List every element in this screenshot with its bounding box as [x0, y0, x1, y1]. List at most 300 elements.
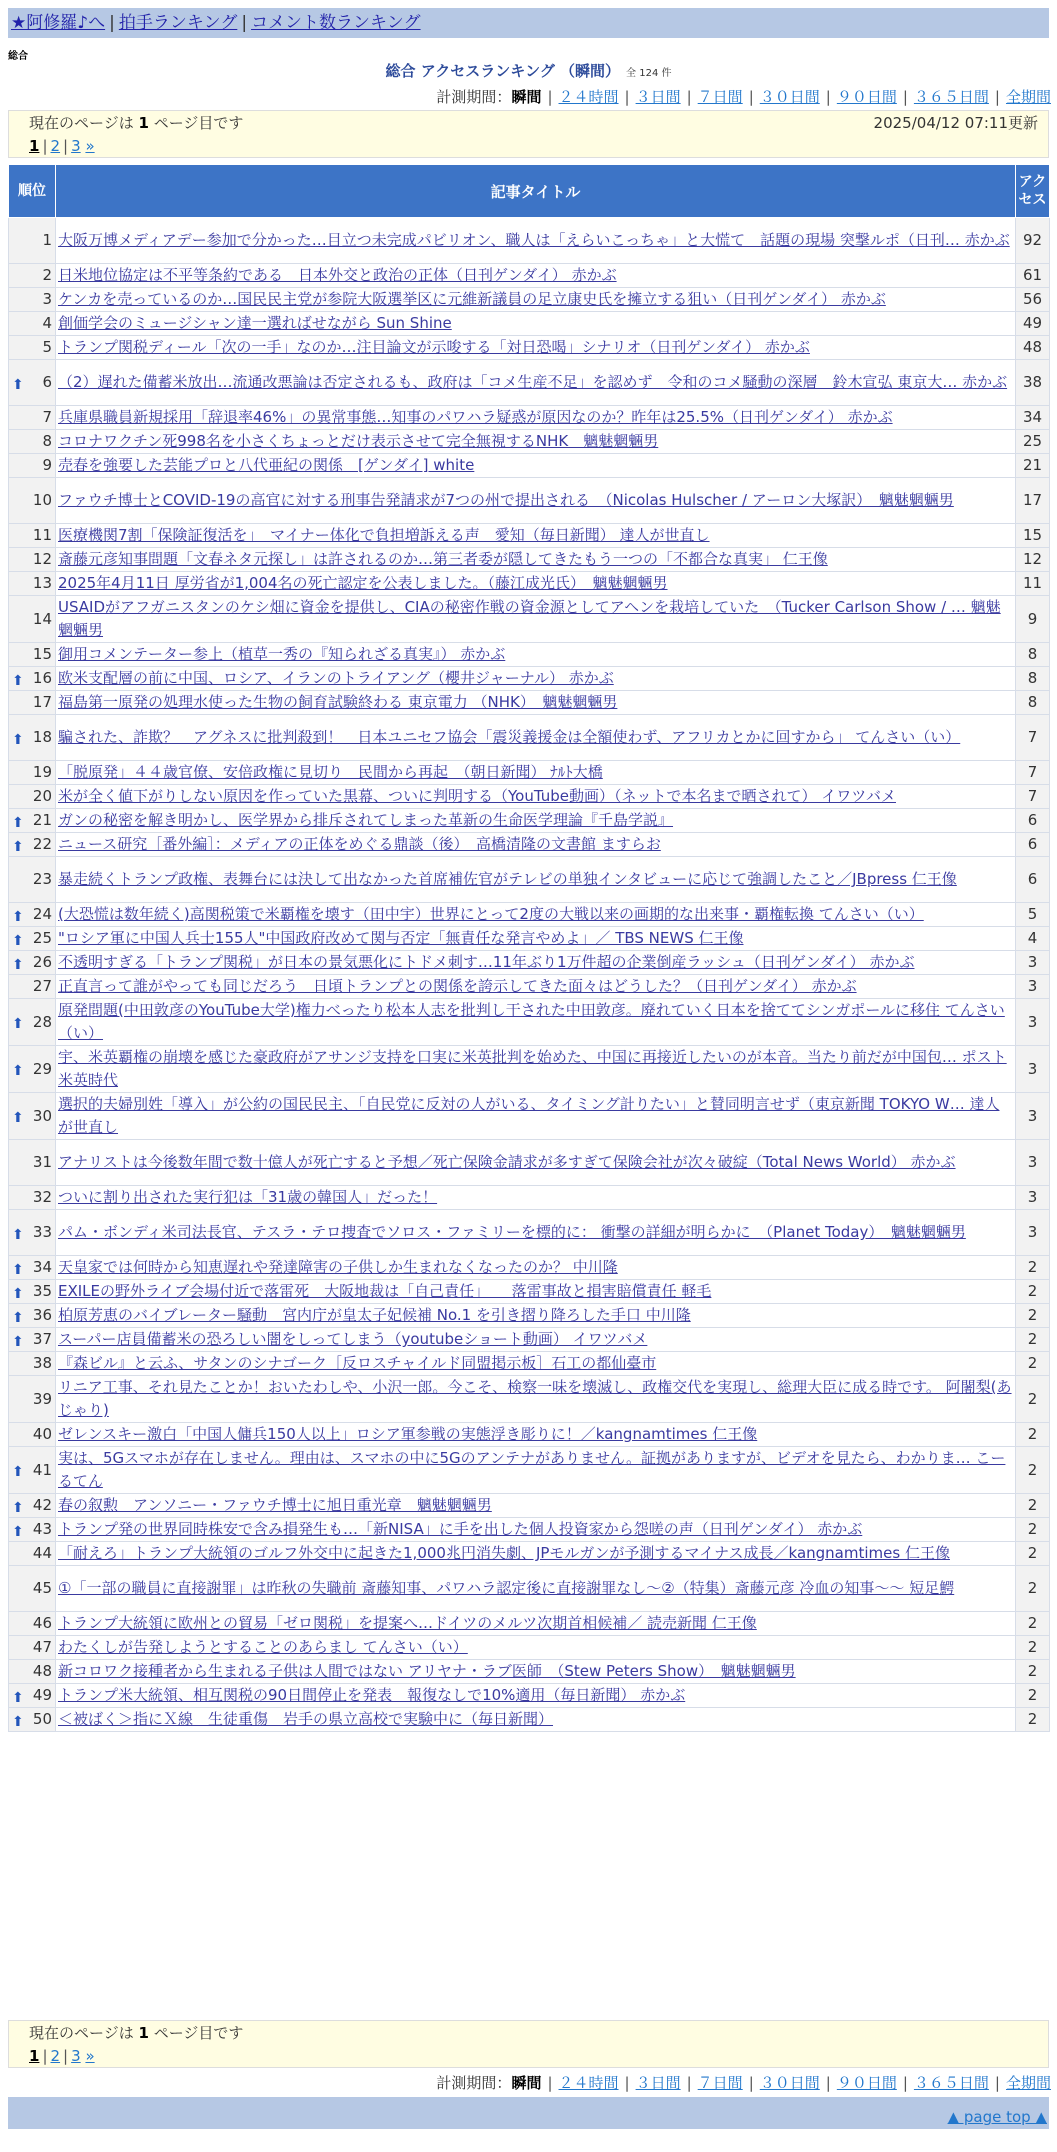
rank-number: 29: [32, 1059, 52, 1078]
article-link[interactable]: 天皇家では何時から知恵遅れや発達障害の子供しか生まれなくなったのか？ 中川隆: [58, 1258, 618, 1276]
table-row: [9, 1447, 1050, 1494]
table-row: [9, 1542, 1050, 1566]
article-link[interactable]: (大恐慌は数年続く)高関税策で米覇権を壊す（田中宇）世界にとって2度の大戦以来の画期的な出来事・覇権転換 てんさい（い）: [58, 905, 924, 923]
article-link[interactable]: 売春を強要した芸能プロと八代亜紀の関係 [ゲンダイ] white: [58, 456, 475, 474]
rank-number: 22: [32, 835, 52, 853]
article-link[interactable]: 騙された、詐欺？ アグネスに批判殺到！ 日本ユニセフ協会「震災義援金は全額使わず、アフリカとかに回すから」 てんさい（い）: [58, 728, 961, 746]
table-row: [9, 1352, 1050, 1376]
table-row: [9, 715, 1050, 761]
period-option-link[interactable]: ３６５日間: [913, 2074, 989, 2092]
title-cell: [56, 1542, 1016, 1566]
access-count: 2: [1016, 1636, 1050, 1660]
access-count: 5: [1016, 903, 1050, 927]
rank-number: 35: [32, 1282, 52, 1300]
access-count: 48: [1016, 336, 1050, 360]
table-row: [9, 809, 1050, 833]
title-cell: [56, 785, 1016, 809]
header-rank: 順位: [9, 165, 56, 218]
rank-number: 25: [32, 929, 52, 947]
article-link[interactable]: 暴走続くトランプ政権、表舞台には決して出なかった首席補佐官がテレビの単独インタビューに応じて強調したこと／JBpress 仁王像: [58, 870, 957, 888]
rank-number: 34: [32, 1258, 52, 1276]
page-current: 1: [29, 137, 40, 155]
period-separator: |: [902, 2074, 908, 2092]
article-link[interactable]: 兵庫県職員新規採用「辞退率46%」の異常事態…知事のパワハラ疑惑が原因なのか？昨年は25.5%（日刊ゲンダイ） 赤かぶ: [58, 408, 893, 426]
period-option-link[interactable]: ３日間: [635, 88, 681, 106]
rank-number: 20: [32, 787, 52, 805]
updated-timestamp: 2025/04/12 07:11更新: [873, 114, 1038, 132]
rank-number: 10: [32, 491, 52, 509]
rank-number: 44: [32, 1544, 52, 1562]
up-arrow-icon: ⬆: [12, 838, 24, 855]
ranking-table: [8, 164, 1050, 1732]
rank-number: 40: [32, 1425, 52, 1443]
access-count: 2: [1016, 1352, 1050, 1376]
table-row: [9, 524, 1050, 548]
rank-cell: [9, 951, 56, 975]
access-count: 3: [1016, 951, 1050, 975]
article-link[interactable]: リニア工事、それ見たことか！おいたわしや、小沢一郎。今こそ、検察一味を壊滅し、政権交代を実現し、総理大臣に成る時です。 阿闍梨(あじゃり): [58, 1378, 1012, 1419]
table-row: [9, 596, 1050, 643]
rank-number: 31: [32, 1153, 52, 1171]
header-access: アクセス: [1016, 165, 1050, 218]
article-link[interactable]: ついに割り出された実行犯は「31歳の韓国人」だった！: [58, 1188, 438, 1206]
period-separator: |: [547, 2074, 553, 2092]
period-option-link[interactable]: ９０日間: [836, 2074, 897, 2092]
page-link[interactable]: 2: [50, 2047, 61, 2065]
page-separator: |: [63, 2047, 69, 2065]
table-row: [9, 903, 1050, 927]
title-cell: [56, 454, 1016, 478]
access-count: 2: [1016, 1518, 1050, 1542]
article-link[interactable]: わたくしが告発しようとすることのあらまし てんさい（い）: [58, 1638, 468, 1656]
home-link[interactable]: ★阿修羅♪へ: [11, 13, 106, 33]
up-arrow-icon: ⬆: [12, 1285, 24, 1302]
title-cell: [56, 1423, 1016, 1447]
access-count: 2: [1016, 1376, 1050, 1423]
rank-number: 21: [32, 811, 52, 829]
access-count: 2: [1016, 1256, 1050, 1280]
rank-cell: [9, 903, 56, 927]
access-count: 3: [1016, 1140, 1050, 1186]
title-cell: [56, 524, 1016, 548]
table-row: [9, 1210, 1050, 1256]
rank-number: 1: [42, 231, 52, 249]
table-row: [9, 1566, 1050, 1612]
access-count: 25: [1016, 430, 1050, 454]
up-arrow-icon: ⬆: [12, 1261, 24, 1278]
period-option-link[interactable]: ２４時間: [558, 2074, 619, 2092]
title-cell: [56, 1684, 1016, 1708]
table-row: [9, 691, 1050, 715]
access-count: 6: [1016, 857, 1050, 903]
current-page-text: 現在のページは 1 ページ目です: [29, 114, 244, 132]
title-cell: [56, 809, 1016, 833]
title-cell: [56, 951, 1016, 975]
period-option-link[interactable]: ７日間: [697, 88, 743, 106]
page-link[interactable]: 3: [71, 2047, 81, 2065]
article-link[interactable]: 宇、米英覇権の崩壊を感じた豪政府がアサンジ支持を口実に米英批判を始めた、中国に再接近したいのが本音。当たり前だが中国包… ポスト米英時代: [58, 1048, 1007, 1089]
rank-cell: [9, 999, 56, 1046]
rank-cell: [9, 360, 56, 406]
rank-cell: [9, 1423, 56, 1447]
up-arrow-icon: ⬆: [12, 1713, 24, 1730]
article-link[interactable]: 斎藤元彦知事問題「文春ネタ元探し」は許されるのか…第三者委が隠してきたもう一つの「不都合な真実」 仁王像: [58, 550, 828, 568]
access-count: 2: [1016, 1612, 1050, 1636]
period-current: 瞬間: [511, 2074, 542, 2092]
table-row: [9, 833, 1050, 857]
table-row: [9, 761, 1050, 785]
title-cell: [56, 1210, 1016, 1256]
rank-cell: [9, 312, 56, 336]
article-link[interactable]: ニュース研究［番外編］：メディアの正体をめぐる鼎談（後） 高橋清隆の文書館 ますらお: [58, 835, 661, 853]
access-count: 15: [1016, 524, 1050, 548]
article-link[interactable]: スーパー店員備蓄米の恐ろしい闇をしってしまう（youtubeショート動画） イワツバメ: [58, 1330, 648, 1348]
item-count: 全 124 件: [626, 68, 672, 79]
rank-cell: [9, 288, 56, 312]
period-option-link[interactable]: 全期間: [1005, 2074, 1051, 2092]
pagination-links: [29, 2045, 1038, 2067]
title-cell: [56, 1140, 1016, 1186]
article-link[interactable]: ゼレンスキー激白「中国人傭兵150人以上」ロシア軍参戦の実態浮き彫りに！／kangnamtimes 仁王像: [58, 1425, 758, 1443]
access-count: 4: [1016, 927, 1050, 951]
rank-cell: [9, 1447, 56, 1494]
title-cell: [56, 288, 1016, 312]
access-count: 8: [1016, 667, 1050, 691]
up-arrow-icon: ⬆: [12, 1063, 24, 1079]
rank-cell: [9, 761, 56, 785]
period-option-link[interactable]: ７日間: [697, 2074, 743, 2092]
period-label: 計測期間：: [436, 88, 512, 106]
title-cell: [56, 927, 1016, 951]
up-arrow-icon: ⬆: [12, 1464, 24, 1480]
title-cell: [56, 1280, 1016, 1304]
up-arrow-icon: ⬆: [12, 1226, 24, 1243]
access-count: 21: [1016, 454, 1050, 478]
article-link[interactable]: 不透明すぎる「トランプ関税」が日本の景気悪化にトドメ刺す…11年ぶり1万件超の企業倒産ラッシュ（日刊ゲンダイ） 赤かぶ: [58, 953, 915, 971]
article-link[interactable]: 日米地位協定は不平等条約である 日本外交と政治の正体（日刊ゲンダイ） 赤かぶ: [58, 266, 617, 284]
title-cell: [56, 1566, 1016, 1612]
rank-cell: [9, 572, 56, 596]
rank-cell: [9, 715, 56, 761]
rank-cell: [9, 524, 56, 548]
title-cell: [56, 430, 1016, 454]
article-link[interactable]: 医療機関7割「保険証復活を」 マイナー体化で負担増訴える声 愛知（毎日新聞） 達人が世直し: [58, 526, 710, 544]
next-page-link[interactable]: »: [85, 137, 95, 155]
period-current: 瞬間: [511, 88, 542, 106]
table-row: [9, 1660, 1050, 1684]
rank-cell: [9, 478, 56, 524]
table-row: [9, 1684, 1050, 1708]
title-cell: [56, 761, 1016, 785]
article-link[interactable]: ＜被ばく＞指にＸ線 生徒重傷 岩手の県立高校で実験中に（毎日新聞）: [58, 1710, 554, 1728]
article-link[interactable]: パム・ボンディ米司法長官、テスラ・テロ捜査でソロス・ファミリーを標的に： 衝撃の詳細が明らかに （Planet Today） 魑魅魍魎男: [58, 1223, 966, 1241]
period-option-link[interactable]: ３０日間: [759, 88, 820, 106]
table-row: [9, 1636, 1050, 1660]
rank-number: 6: [42, 373, 52, 391]
article-link[interactable]: 新コロワク接種者から生まれる子供は人間ではない アリヤナ・ラブ医師 （Stew Peters Show） 魑魅魍魎男: [58, 1662, 796, 1680]
rank-cell: [9, 691, 56, 715]
article-link[interactable]: （2）遅れた備蓄米放出…流通改悪論は否定されるも、政府は「コメ生産不足」を認めず 令和のコメ騒動の深層 鈴木宣弘 東京大… 赤かぶ: [58, 373, 1008, 391]
access-count: 34: [1016, 406, 1050, 430]
table-row: [9, 1140, 1050, 1186]
access-count: 49: [1016, 312, 1050, 336]
article-link[interactable]: 福島第一原発の処理水使った生物の飼育試験終わる 東京電力 （NHK） 魑魅魍魎男: [58, 693, 618, 711]
access-count: 17: [1016, 478, 1050, 524]
article-link[interactable]: 柏原芳恵のバイブレーター騒動 宮内庁が皇太子妃候補 No.1 を引き摺り降ろした手口 中川隆: [58, 1306, 691, 1324]
article-link[interactable]: 原発問題(中田敦彦のYouTube大学)権力べったり松本人志を批判し干された中田敦彦。廃れていく日本を捨ててシンガポールに移住 てんさい（い）: [58, 1001, 1005, 1042]
rank-number: 28: [32, 1012, 52, 1031]
up-arrow-icon: ⬆: [12, 1016, 24, 1032]
page-link[interactable]: 2: [50, 137, 61, 155]
rank-cell: [9, 596, 56, 643]
title-cell: [56, 360, 1016, 406]
rank-number: 11: [32, 526, 52, 544]
up-arrow-icon: ⬆: [12, 731, 24, 748]
period-separator: |: [686, 88, 692, 106]
access-count: 56: [1016, 288, 1050, 312]
period-label: 計測期間：: [436, 2074, 512, 2092]
rank-cell: [9, 1140, 56, 1186]
title-cell: [56, 1186, 1016, 1210]
up-arrow-icon: ⬆: [12, 814, 24, 831]
title-cell: [56, 406, 1016, 430]
article-link[interactable]: コロナワクチン死998名を小さくちょっとだけ表示させて完全無視するNHK 魑魅魍魎男: [58, 432, 659, 450]
access-count: 2: [1016, 1708, 1050, 1732]
rank-cell: [9, 406, 56, 430]
rank-cell: [9, 809, 56, 833]
rank-cell: [9, 1046, 56, 1093]
access-count: 8: [1016, 643, 1050, 667]
period-option-link[interactable]: ２４時間: [558, 88, 619, 106]
rank-number: 26: [32, 953, 52, 971]
access-count: 8: [1016, 691, 1050, 715]
rank-cell: [9, 1376, 56, 1423]
table-row: [9, 312, 1050, 336]
rank-number: 24: [32, 905, 52, 923]
comment-ranking-link[interactable]: コメント数ランキング: [251, 13, 421, 33]
up-arrow-icon: ⬆: [12, 1499, 24, 1516]
period-separator: |: [902, 88, 908, 106]
title-cell: [56, 1636, 1016, 1660]
article-link[interactable]: トランプ発の世界同時株安で含み損発生も…「新NISA」に手を出した個人投資家から怨嗟の声（日刊ゲンダイ） 赤かぶ: [58, 1520, 863, 1538]
title-cell: [56, 264, 1016, 288]
table-row: [9, 999, 1050, 1046]
rank-cell: [9, 975, 56, 999]
table-row: [9, 430, 1050, 454]
article-link[interactable]: 正直言って誰がやっても同じだろう 日頃トランプとの関係を誇示してきた面々はどうした？（日刊ゲンダイ） 赤かぶ: [58, 977, 857, 995]
period-selector-bottom: [436, 2072, 1051, 2093]
title-cell: [56, 478, 1016, 524]
rank-number: 7: [42, 408, 52, 426]
rank-number: 15: [32, 645, 52, 663]
article-link[interactable]: 欧米支配層の前に中国、ロシア、イランのトライアング（櫻井ジャーナル） 赤かぶ: [58, 669, 614, 687]
up-arrow-icon: ⬆: [12, 908, 24, 925]
title-cell: [56, 903, 1016, 927]
article-link[interactable]: 2025年4月11日 厚労省が1,004名の死亡認定を公表しました。（藤江成光氏） 魑魅魍魎男: [58, 574, 668, 592]
article-link[interactable]: 米が全く値下がりしない原因を作っていた黒幕、ついに判明する（YouTube動画）（ネットで本名まで晒されて） イワツバメ: [58, 787, 896, 805]
article-link[interactable]: EXILEの野外ライブ会場付近で落雷死 大阪地裁は「自己責任」 落雷事故と損害賠償責任 軽毛: [58, 1282, 712, 1300]
table-row: [9, 406, 1050, 430]
rank-cell: [9, 1566, 56, 1612]
table-row: [9, 548, 1050, 572]
table-row: [9, 927, 1050, 951]
rank-number: 14: [32, 609, 52, 628]
rank-cell: [9, 430, 56, 454]
rank-cell: [9, 264, 56, 288]
rank-number: 38: [32, 1354, 52, 1372]
rank-cell: [9, 1708, 56, 1732]
rank-cell: [9, 1210, 56, 1256]
rank-cell: [9, 1093, 56, 1140]
table-row: [9, 1328, 1050, 1352]
article-link[interactable]: ケンカを売っているのか…国民民主党が参院大阪選挙区に元維新議員の足立康史氏を擁立する狙い（日刊ゲンダイ） 赤かぶ: [58, 290, 886, 308]
period-separator: |: [686, 2074, 692, 2092]
rank-cell: [9, 1328, 56, 1352]
access-count: 7: [1016, 785, 1050, 809]
table-row: [9, 643, 1050, 667]
up-arrow-icon: ⬆: [12, 1523, 24, 1540]
access-count: 2: [1016, 1660, 1050, 1684]
table-row: [9, 1186, 1050, 1210]
footer-bar: [8, 2097, 1049, 2129]
rank-number: 16: [32, 669, 52, 687]
period-option-link[interactable]: ３日間: [635, 2074, 681, 2092]
title-cell: [56, 312, 1016, 336]
table-row: [9, 951, 1050, 975]
rank-cell: [9, 1304, 56, 1328]
next-page-link[interactable]: »: [85, 2047, 95, 2065]
access-count: 38: [1016, 360, 1050, 406]
up-arrow-icon: ⬆: [12, 932, 24, 949]
article-link[interactable]: 春の叙勲 アンソニー・ファウチ博士に旭日重光章 魑魅魍魎男: [58, 1496, 492, 1514]
rank-cell: [9, 833, 56, 857]
rank-number: 42: [32, 1496, 52, 1514]
article-link[interactable]: トランプ関税ディール「次の一手」なのか…注目論文が示唆する「対日恐喝」シナリオ（日刊ゲンダイ） 赤かぶ: [58, 338, 810, 356]
rank-cell: [9, 667, 56, 691]
title-cell: [56, 1352, 1016, 1376]
title-cell: [56, 1708, 1016, 1732]
access-count: 7: [1016, 715, 1050, 761]
article-link[interactable]: ガンの秘密を解き明かし、医学界から排斥されてしまった革新の生命医学理論『千島学説』: [58, 811, 674, 829]
article-link[interactable]: 「耐えろ」トランプ大統領のゴルフ外交中に起きた1,000兆円消失劇、JPモルガンが予測するマイナス成長／kangnamtimes 仁王像: [58, 1544, 950, 1562]
access-count: 2: [1016, 1280, 1050, 1304]
rank-number: 49: [32, 1686, 52, 1704]
rank-number: 27: [32, 977, 52, 995]
article-link[interactable]: 選択的夫婦別姓「導入」が公約の国民民主、「自民党に反対の人がいる、タイミング計りたい」と賛同明言せず（東京新聞 TOKYO W… 達人が世直し: [58, 1095, 1000, 1136]
rank-cell: [9, 336, 56, 360]
rank-cell: [9, 1660, 56, 1684]
title-cell: [56, 691, 1016, 715]
period-option-link[interactable]: ３６５日間: [913, 88, 989, 106]
period-option-link[interactable]: 全期間: [1005, 88, 1051, 106]
table-row: [9, 572, 1050, 596]
rank-cell: [9, 927, 56, 951]
access-count: 2: [1016, 1328, 1050, 1352]
up-arrow-icon: ⬆: [12, 1110, 24, 1126]
period-option-link[interactable]: ３０日間: [759, 2074, 820, 2092]
period-separator: |: [547, 88, 553, 106]
period-separator: |: [825, 88, 831, 106]
table-row: [9, 1423, 1050, 1447]
clap-ranking-link[interactable]: 拍手ランキング: [118, 13, 238, 33]
article-link[interactable]: 「脱原発」４４歳官僚、安倍政権に見切り 民間から再起 （朝日新聞） ﾅﾙﾄ大橋: [58, 763, 603, 781]
page-title: 総合 アクセスランキング （瞬間）: [385, 62, 621, 80]
title-cell: [56, 1046, 1016, 1093]
article-link[interactable]: アナリストは今後数年間で数十億人が死亡すると予想／死亡保険金請求が多すぎて保険会社が次々破綻（Total News World） 赤かぶ: [58, 1153, 956, 1171]
table-row: [9, 1256, 1050, 1280]
title-cell: [56, 336, 1016, 360]
title-cell: [56, 1612, 1016, 1636]
article-link[interactable]: 大阪万博メディアデー参加で分かった…目立つ未完成パビリオン、職人は「えらいこっちゃ」と大慌て 話題の現場 突撃ルポ（日刊… 赤かぶ: [58, 231, 1010, 249]
up-arrow-icon: ⬆: [12, 1309, 24, 1326]
title-cell: [56, 548, 1016, 572]
table-row: [9, 1046, 1050, 1093]
rank-number: 3: [42, 290, 52, 308]
page-top-link[interactable]: ▲ page top ▲: [947, 2108, 1047, 2126]
title-cell: [56, 218, 1016, 264]
article-link[interactable]: 『森ビル』と云ふ、サタンのシナゴーク［反ロスチャイルド同盟掲示板］石工の都仙臺市: [58, 1354, 657, 1372]
rank-number: 43: [32, 1520, 52, 1538]
access-count: 6: [1016, 833, 1050, 857]
article-link[interactable]: 創価学会のミュージシャン達一選ればせながら Sun Shine: [58, 314, 452, 332]
title-cell: [56, 1518, 1016, 1542]
period-option-link[interactable]: ９０日間: [836, 88, 897, 106]
article-link[interactable]: ファウチ博士とCOVID-19の高官に対する刑事告発請求が7つの州で提出される （Nicolas Hulscher / アーロン大塚訳） 魑魅魍魎男: [58, 491, 954, 509]
access-count: 3: [1016, 1046, 1050, 1093]
rank-number: 33: [32, 1223, 52, 1241]
article-link[interactable]: ①「一部の職員に直接謝罪」は昨秋の失職前 斎藤知事、パワハラ認定後に直接謝罪なし～②（特集）斎藤元彦 冷血の知事～～ 短足鰐: [58, 1579, 955, 1597]
article-link[interactable]: 実は、5Gスマホが存在しません。理由は、スマホの中に5Gのアンテナがありません。証拠がありますが、ビデオを見たら、わかりま… こーるてん: [58, 1449, 1006, 1490]
rank-cell: [9, 218, 56, 264]
title-cell: [56, 1660, 1016, 1684]
access-count: 2: [1016, 1542, 1050, 1566]
rank-number: 32: [32, 1188, 52, 1206]
page-separator: |: [42, 2047, 48, 2065]
title-cell: [56, 667, 1016, 691]
article-link[interactable]: 御用コメンテーター参上（植草一秀の『知られざる真実』） 赤かぶ: [58, 645, 506, 663]
page-separator: |: [63, 137, 69, 155]
rank-cell: [9, 1542, 56, 1566]
access-count: 7: [1016, 761, 1050, 785]
article-link[interactable]: トランプ米大統領、相互関税の90日間停止を発表 報復なしで10%適用（毎日新聞） 赤かぶ: [58, 1686, 686, 1704]
up-arrow-icon: ⬆: [12, 1689, 24, 1706]
table-row: [9, 1494, 1050, 1518]
access-count: 61: [1016, 264, 1050, 288]
pagination-links: [29, 135, 1038, 157]
rank-cell: [9, 1352, 56, 1376]
access-count: 3: [1016, 1210, 1050, 1256]
page-link[interactable]: 3: [71, 137, 81, 155]
title-cell: [56, 643, 1016, 667]
table-row: [9, 1376, 1050, 1423]
rank-cell: [9, 454, 56, 478]
rank-number: 8: [42, 432, 52, 450]
rank-number: 47: [32, 1638, 52, 1656]
article-link[interactable]: トランプ大統領に欧州との貿易「ゼロ関税」を提案へ…ドイツのメルツ次期首相候補／ 読売新聞 仁王像: [58, 1614, 757, 1632]
article-link[interactable]: "ロシア軍に中国人兵士155人"中国政府改めて関与否定「無責任な発言やめよ」／ TBS NEWS 仁王像: [58, 929, 744, 947]
access-count: 2: [1016, 1423, 1050, 1447]
up-arrow-icon: ⬆: [12, 956, 24, 973]
access-count: 3: [1016, 1186, 1050, 1210]
category-label: 総合: [8, 51, 28, 62]
title-cell: [56, 715, 1016, 761]
page-current: 1: [29, 2047, 40, 2065]
table-row: [9, 264, 1050, 288]
rank-number: 4: [42, 314, 52, 332]
article-link[interactable]: USAIDがアフガニスタンのケシ畑に資金を提供し、CIAの秘密作戦の資金源としてアヘンを栽培していた （Tucker Carlson Show / … 魑魅魍魎男: [58, 598, 1001, 639]
rank-number: 13: [32, 574, 52, 592]
period-separator: |: [748, 2074, 754, 2092]
